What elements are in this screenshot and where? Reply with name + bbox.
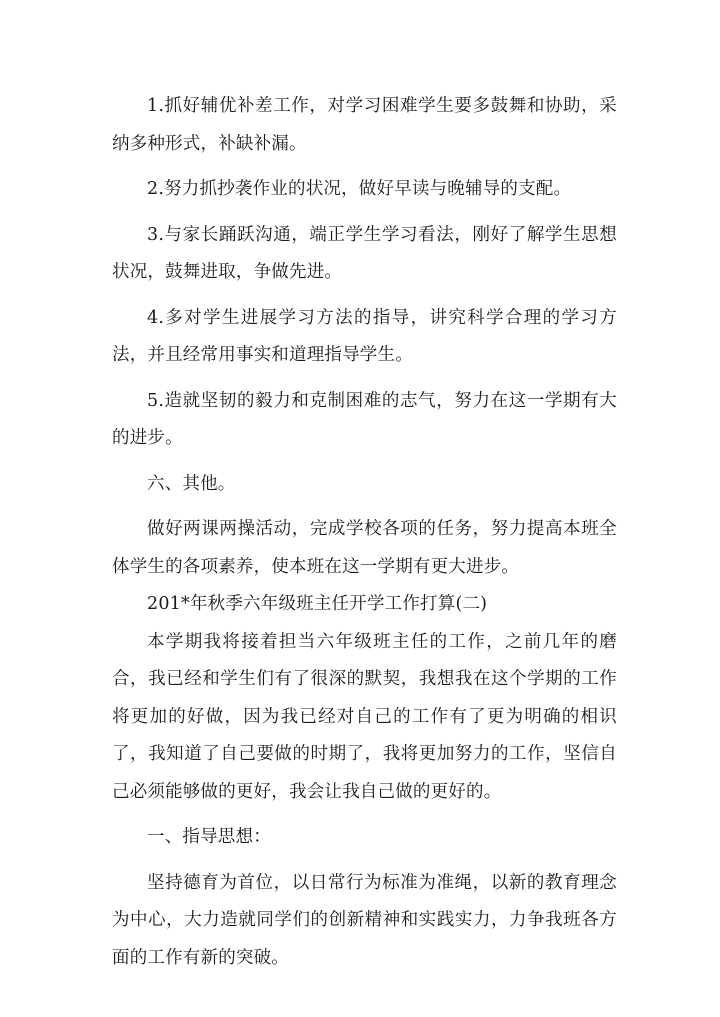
section-heading-guiding-idea: 一、指导思想： xyxy=(147,827,271,847)
document-body xyxy=(112,88,617,977)
paragraph-guiding-idea: 坚持德育为首位，以日常行为标准为准绳，以新的教育理念为中心，大力造就同学们的创新精神和实践实力，力争我班各方面的工作有新的突破。 xyxy=(112,872,617,968)
section-heading-other: 六、其他。 xyxy=(147,473,236,494)
paragraph-item-2: 2.努力抓抄袭作业的状况，做好早读与晚辅导的支配。 xyxy=(147,179,572,199)
paragraph-item-3: 3.与家长踊跃沟通，端正学生学习看法，刚好了解学生思想状况，鼓舞进取，争做先进。 xyxy=(112,224,617,282)
paragraph-intro: 本学期我将接着担当六年级班主任的工作，之前几年的磨合，我已经和学生们有了很深的默契，我想我在这个学期的工作将更加的好做，因为我已经对自己的工作有了更为明确的相识了，我知道了自己要做的时期了，我将更加努力的工作，坚信自己必须能够做的更好，我会让我自己做的更好的。 xyxy=(112,631,617,802)
paragraph-other: 做好两课两操活动，完成学校各项的任务，努力提高本班全体学生的各项素养，使本班在这一学期有更大进步。 xyxy=(112,519,617,577)
document-subtitle: 201*年秋季六年级班主任开学工作打算(二) xyxy=(147,594,488,614)
paragraph-item-5: 5.造就坚韧的毅力和克制困难的志气，努力在这一学期有大的进步。 xyxy=(112,390,617,448)
paragraph-item-1: 1.抓好辅优补差工作，对学习困难学生要多鼓舞和协助，采纳多种形式，补缺补漏。 xyxy=(112,96,617,154)
paragraph-item-4: 4.多对学生进展学习方法的指导，讲究科学合理的学习方法，并且经常用事实和道理指导学生。 xyxy=(112,307,617,365)
